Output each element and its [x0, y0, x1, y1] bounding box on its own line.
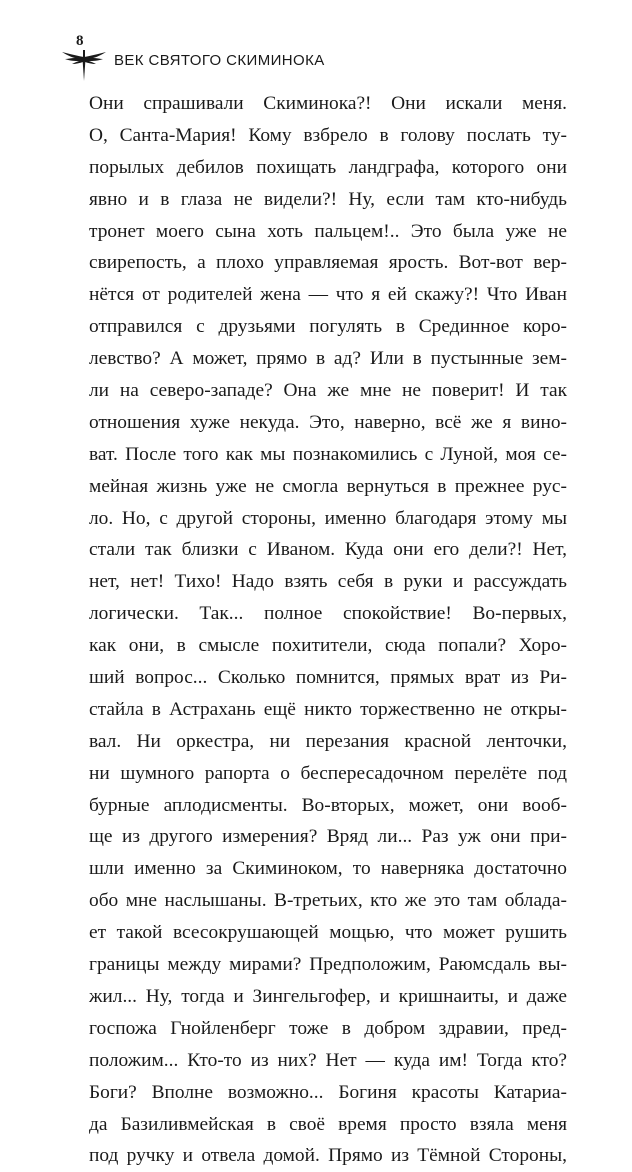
text-line: под ручку и отвела домой. Прямо из Тёмной Стороны, [89, 1145, 567, 1167]
text-line: как они, в смысле похитители, сюда попали? Хоро- [89, 635, 567, 657]
text-line: тронет моего сына хоть пальцем!.. Это была уже не [89, 220, 567, 242]
text-line: бурные аплодисменты. Во-вторых, может, они вооб- [89, 794, 567, 816]
text-line: ще из другого измерения? Вряд ли... Раз уж они при- [89, 826, 567, 848]
text-line: ет такой всесокрушающей мощью, что может рушить [89, 922, 567, 944]
text-line: стали так близки с Иваном. Куда они его дели?! Нет, [89, 539, 567, 561]
text-line: Боги? Вполне возможно... Богиня красоты Катариа- [89, 1081, 567, 1103]
page-number: 8 [76, 33, 84, 49]
text-line: границы между мирами? Предположим, Раюмсдаль вы- [89, 954, 567, 976]
text-line: отношения хуже некуда. Это, наверно, всё же я вино- [89, 411, 567, 433]
text-line: отправился с друзьями погулять в Срединное коро- [89, 316, 567, 338]
text-line: О, Санта-Мария! Кому взбрело в голову послать ту- [89, 124, 567, 146]
text-line: мейная жизнь уже не смогла вернуться в прежнее рус- [89, 475, 567, 497]
page-header [62, 34, 582, 86]
text-line: шли именно за Скиминоком, то наверняка достаточно [89, 858, 567, 880]
text-line: вал. Ни оркестра, ни перезания красной ленточки, [89, 730, 567, 752]
text-line: явно и в глаза не видели?! Ну, если там кто-нибудь [89, 188, 567, 210]
text-line: обо мне наслышаны. В-третьих, кто же это там облада- [89, 890, 567, 912]
text-line: нётся от родителей жена — что я ей скажу?! Что Иван [89, 284, 567, 306]
running-title: ВЕК СВЯТОГО СКИМИНОКА [114, 52, 325, 69]
text-line: да Базиливмейская в своё время просто взяла меня [89, 1113, 567, 1135]
text-line: Они спрашивали Скиминока?! Они искали меня. [89, 93, 567, 114]
text-line: ший вопрос... Сколько помнится, прямых врат из Ри- [89, 667, 567, 689]
text-line: ни шумного рапорта о беспересадочном перелёте под [89, 762, 567, 784]
text-line: нет, нет! Тихо! Надо взять себя в руки и рассуждать [89, 571, 567, 593]
text-line: жил... Ну, тогда и Зингельгофер, и кришнаиты, и даже [89, 985, 567, 1007]
text-line: положим... Кто-то из них? Нет — куда им! Тогда кто? [89, 1049, 567, 1071]
text-line: свирепость, а плохо управляемая ярость. Вот-вот вер- [89, 252, 567, 274]
body-text [89, 88, 567, 1172]
text-line: стайла в Астрахань ещё никто торжественно не откры- [89, 698, 567, 720]
text-line: левство? А может, прямо в ад? Или в пустынные зем- [89, 348, 567, 370]
winged-sword-icon [62, 48, 106, 82]
text-line: ло. Но, с другой стороны, именно благодаря этому мы [89, 507, 567, 529]
text-line: ват. После того как мы познакомились с Луной, моя се- [89, 443, 567, 465]
text-line: госпожа Гнойленберг тоже в добром здравии, пред- [89, 1017, 567, 1039]
text-line: ли на северо-западе? Она же мне не поверит! И так [89, 380, 567, 402]
text-line: логически. Так... полное спокойствие! Во-первых, [89, 603, 567, 625]
text-line: порылых дебилов похищать ландграфа, которого они [89, 156, 567, 178]
